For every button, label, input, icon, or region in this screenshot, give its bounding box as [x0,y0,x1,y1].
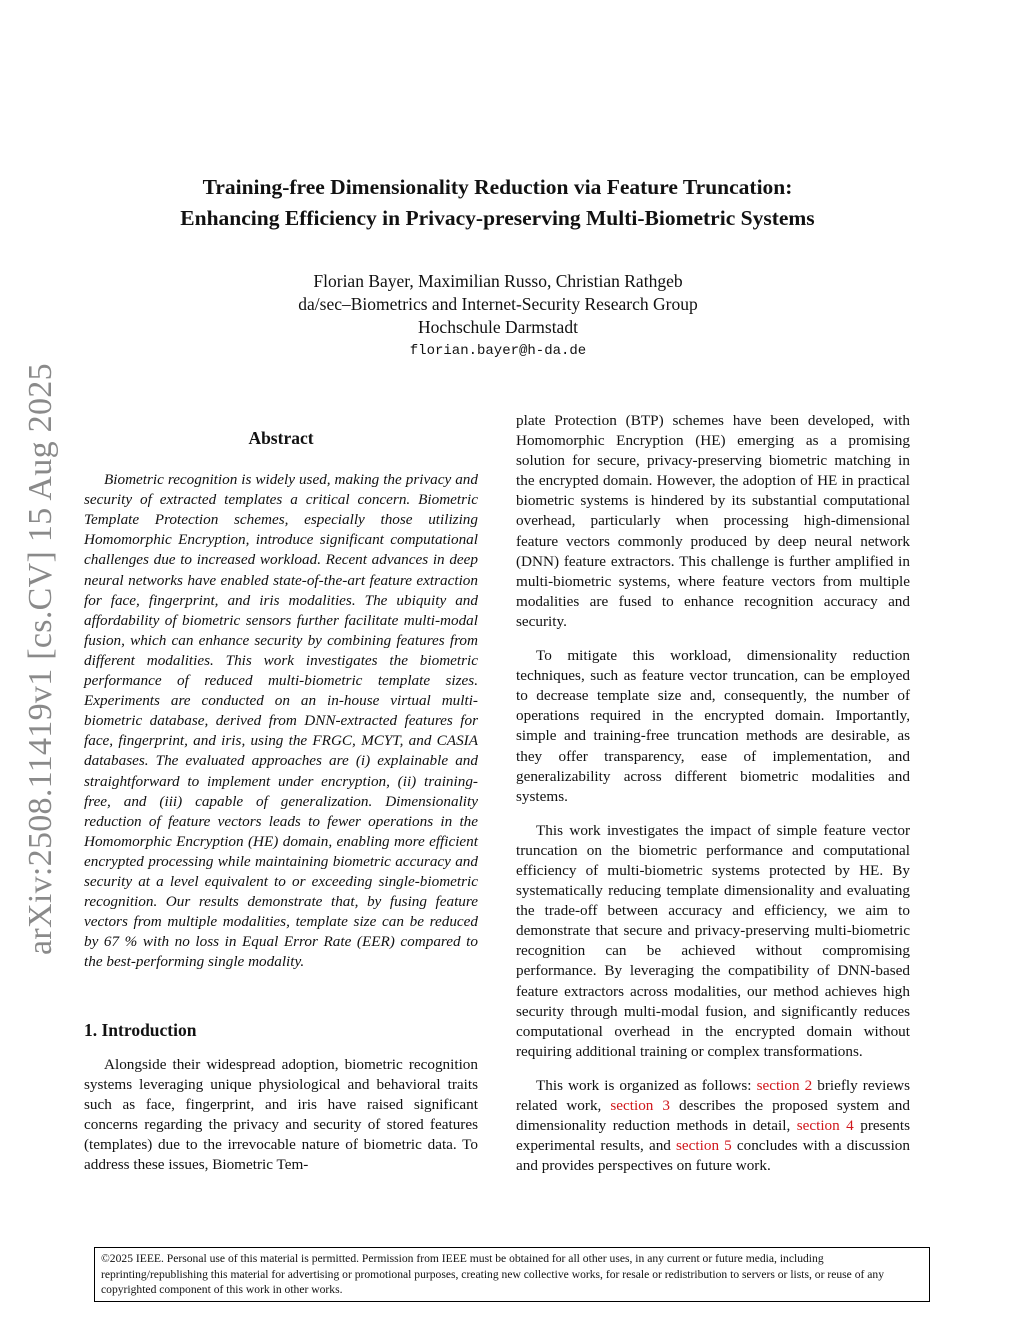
para4-text-5: concludes with a discussion and provides perspectives on future work. [516,1137,910,1175]
author-block [200,270,796,363]
intro-paragraph-1-start: Alongside their widespread adoption, biometric recognition systems leveraging unique physiological and behavioral traits such as face, fingerprint, and iris have raised significant concerns regarding the privacy and security of stored features (templates) due to the irrevocable nature of biometric data. To address these issues, Biometric Tem- [84,1055,478,1173]
author-email[interactable]: florian.bayer@h-da.de [409,343,587,359]
introduction-heading: 1. Introduction [84,1020,197,1041]
paper-title [90,172,905,234]
title-line-1: Training-free Dimensionality Reduction via Feature Truncation: [202,175,793,199]
intro-paragraph-3: This work investigates the impact of simple feature vector truncation on the biometric performance and computational efficiency of multi-biometric systems protected by HE. By systematically reducing template dimensionality and evaluating the trade-off between accuracy and efficiency, we aim to demonstrate that secure and privacy-preserving multi-biometric recognition can be achieved without compromising performance. By leveraging the compatibility of DNN-based feature extractors across modalities, our method achieves high security through multi-modal fusion, and significantly reduces computational overhead in the encrypted domain without requiring additional training or complex transformations. [516,821,910,1060]
section-5-link[interactable]: section 5 [676,1137,732,1155]
para4-text-3: describes the proposed system and dimensionality reduction methods in detail, [516,1097,910,1135]
affiliation: da/sec–Biometrics and Internet-Security Research Group [298,294,698,314]
para4-text-2: briefly reviews related work, [516,1076,910,1114]
author-names: Florian Bayer, Maximilian Russo, Christian Rathgeb [313,271,683,291]
para4-text-1: This work is organized as follows: [536,1076,757,1094]
abstract-text: Biometric recognition is widely used, making the privacy and security of extracted templates a critical concern. Biometric Template Protection schemes, especially those utilizing Homomorphic Encryption, introduce significant computational challenges due to increased workload. Recent advances in deep neural networks have enabled state-of-the-art feature extraction for face, fingerprint, and iris modalities. The ubiquity and affordability of biometric sensors further facilitate multi-modal fusion, which can enhance security by combining features from different modalities. This work investigates the biometric performance of reduced multi-biometric template sizes. Experiments are conducted on an in-house virtual multi-biometric database, derived from DNN-extracted features for face, fingerprint, and iris, using the FRGC, MCYT, and CASIA databases. The evaluated approaches are (i) explainable and straightforward to implement under encryption, (ii) training-free, and (iii) capable of generalization. Dimensionality reduction of feature vectors leads to fewer operations in the Homomorphic Encryption (HE) domain, enabling more efficient encrypted processing while maintaining biometric accuracy and security at a level equivalent to or exceeding single-biometric recognition. Our results demonstrate that, by fusing feature vectors from multiple modalities, template size can be reduced by 67 % with no loss in Equal Error Rate (EER) compared to the best-performing single modality. [84,471,478,971]
intro-paragraph-4 [516,1076,910,1176]
title-line-2: Enhancing Efficiency in Privacy-preserving Multi-Biometric Systems [180,206,815,230]
copyright-notice: ©2025 IEEE. Personal use of this material is permitted. Permission from IEEE must be obtained for all other uses, in any current or future media, including reprinting/republishing this material for advertising or promotional purposes, creating new collective works, for resale or redistribution to servers or lists, or reuse of any copyrighted component of this work in other works. [94,1247,930,1302]
section-3-link[interactable]: section 3 [610,1097,671,1114]
left-column [84,428,478,1175]
section-4-link[interactable]: section 4 [796,1117,854,1135]
intro-paragraph-2: To mitigate this workload, dimensionality reduction techniques, such as feature vector truncation, can be employed to decrease template size and, consequently, the number of operations required in the encrypted domain. Importantly, simple and training-free truncation methods are desirable, as they offer transparency, ease of implementation, and generalizability across different biometric modalities and systems. [516,647,910,805]
section-2-link[interactable]: section 2 [756,1076,813,1094]
para4-text-4: presents experimental results, and [516,1117,910,1155]
arxiv-stamp: arXiv:2508.11419v1 [cs.CV] 15 Aug 2025 [22,363,59,955]
abstract-heading: Abstract [248,428,314,448]
right-column [516,411,910,1176]
institution: Hochschule Darmstadt [418,317,578,337]
intro-paragraph-1-continued: plate Protection (BTP) schemes have been developed, with Homomorphic Encryption (HE) emerging as a promising solution for secure, privacy-preserving biometric matching in the encrypted domain. However, the adoption of HE in practical biometric systems is hindered by its substantial computational overhead, particularly when processing high-dimensional feature vectors commonly produced by deep neural network (DNN) feature extractors. This challenge is further amplified in multi-biometric systems, where feature vectors from multiple modalities are fused to enhance recognition accuracy and security. [516,412,910,630]
